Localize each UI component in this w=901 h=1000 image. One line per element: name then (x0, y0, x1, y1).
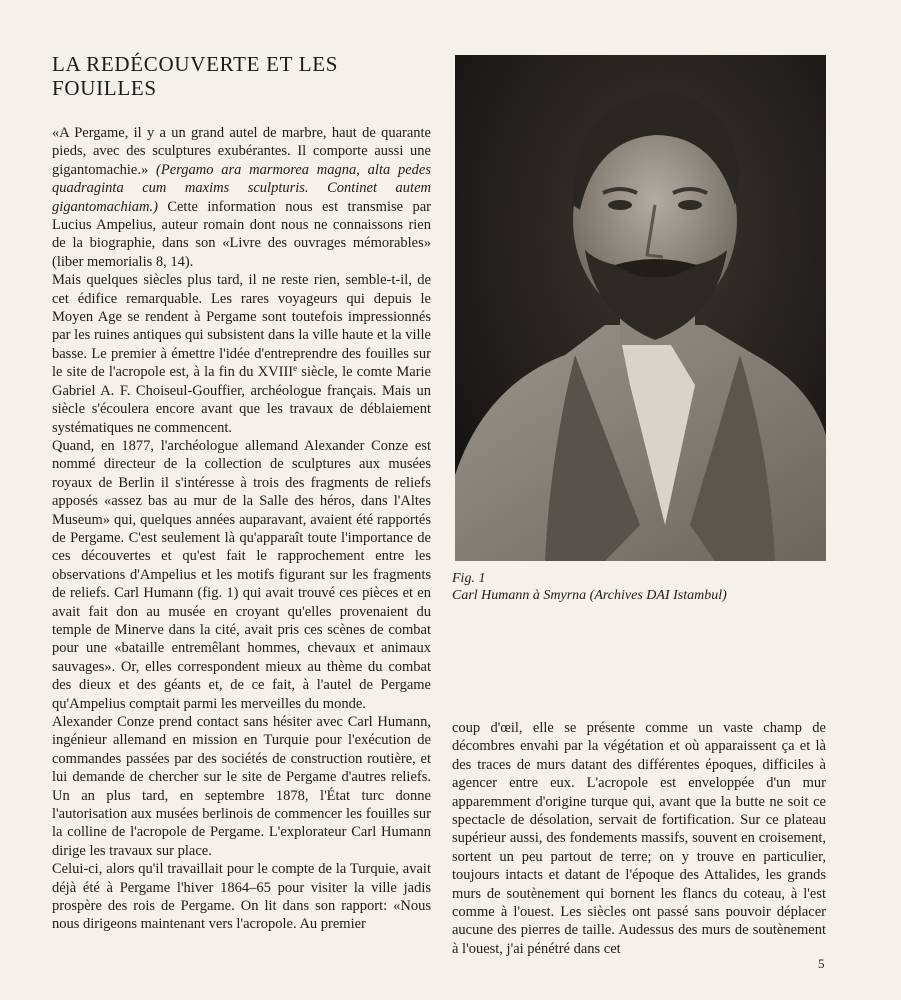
quote-text: «A Pergame, il y a un grand autel de marbre, haut de quarante pieds, avec des sculptures exubérantes. Il comporte aussi une gigantomachie.» (52, 125, 431, 178)
portrait-illustration (455, 55, 826, 561)
paragraph-2-text-b: siècle, le comte Marie Gabriel A. F. Choiseul-Gouffier, archéologue français. Mais un siècle s'écoulera encore avant que les travaux de déblaiement systématiques ne commencent. (52, 364, 431, 436)
latin-quote: (Pergamo ara marmorea magna, alta pedes quadraginta cum maxims sculpturis. Continet autem gigantomachiam.) (52, 161, 432, 215)
quote-source-text: Cette information nous est transmise par Lucius Ampelius, auteur romain dont nous ne connaissons rien de la biographie, dans son «Livre des ouvrages mémorables» (liber memorialis 8, 14). (52, 198, 431, 270)
page-number: 5 (818, 956, 825, 971)
figure-label: Fig. 1 (452, 571, 486, 586)
paragraph-3: Quand, en 1877, l'archéologue allemand Alexander Conze est nommé directeur de la collection de sculptures aux musées royaux de Berlin il s'intéresse à trois des fragments de reliefs apposés «assez bas au mur de la Salle des héros, dans l'Altes Museum» qui, quelques années auparavant, avaient été rapportés de Pergame. C'est seulement là qu'apparaît toute l'importance de ces découvertes et qu'est fait le rapprochement entre les observations d'Ampelius et les motifs figurant sur les fragments de reliefs. Carl Humann (fig. 1) qui avait trouvé ces pièces et en avait fait don au musée en croyant qu'elles provenaient du temple de Minerve dans la cité, avait pris ces scènes de combat pour une «bataille entremêlant hommes, chevaux et animaux sauvages». Or, elles correspondent mieux au thème du combat des dieux et des géants et, de ce fait, à l'autel de Pergame qu'Ampelius comptait parmi les merveilles du monde. (52, 437, 431, 712)
paragraph-4: Alexander Conze prend contact sans hésiter avec Carl Humann, ingénieur allemand en mission en Turquie pour l'exécution de commandes passées par des sociétés de construction routière, et lui demande de chercher sur le site de Pergame d'autres reliefs. Un an plus tard, en septembre 1878, l'État turc donne l'autorisation aux musées berlinois de commencer les fouilles sur la colline de l'acropole de Pergame. L'explorateur Carl Humann dirige les travaux sur place. (52, 714, 431, 859)
paragraph-5: Celui-ci, alors qu'il travaillait pour le compte de la Turquie, avait déjà été à Pergame l'hiver 1864–65 pour visiter la ville jadis prospère des rois de Pergame. On lit dans son rapport: «Nous nous dirigeons maintenant vers l'acropole. Au premier (52, 861, 431, 933)
portrait-photo (455, 55, 826, 561)
figure-caption (452, 570, 832, 604)
paragraph-1 (52, 124, 431, 271)
century-superscript: e (293, 363, 298, 374)
paragraph-2 (52, 271, 431, 437)
right-text-column (452, 719, 826, 958)
left-text-column (52, 124, 431, 934)
paragraph-2-text-a: Mais quelques siècles plus tard, il ne reste rien, semble-t-il, de cet édifice remarquable. Les rares voyageurs qui depuis le Moyen Age se rendent à Pergame sont toutefois impressionnés par les ruines antiques qui subsistent dans la ville haute et la ville basse. Le premier à émettre l'idée d'entreprendre des fouilles sur le site de l'acropole est, à la fin du XVIII (52, 272, 431, 381)
figure-caption-text: Carl Humann à Smyrna (Archives DAI Istambul) (452, 588, 727, 603)
page-heading: LA REDÉCOUVERTE ET LES FOUILLES (52, 52, 339, 100)
right-paragraph-1: coup d'œil, elle se présente comme un vaste champ de décombres envahi par la végétation et où apparaissent ça et là des traces de murs datant des différentes époques, difficiles à agencer entre eux. L'acropole est enveloppée d'un mur apparemment d'origine turque qui, avant que la butte ne soit ce spectacle de désolation, servait de fortification. Sur ce plateau supérieur aussi, des fondements massifs, souvent en croisement, sortent un peu partout de terre; on y trouve en particulier, toujours intacts et datant de l'époque des Attalides, les grands murs de soutènement qui bornent les flancs du coteau, à l'est comme à l'ouest. Les siècles ont passé sans pouvoir déplacer aucune des pierres de taille. Audessus des murs de soutènement à l'ouest, j'ai pénétré dans cet (452, 720, 826, 957)
